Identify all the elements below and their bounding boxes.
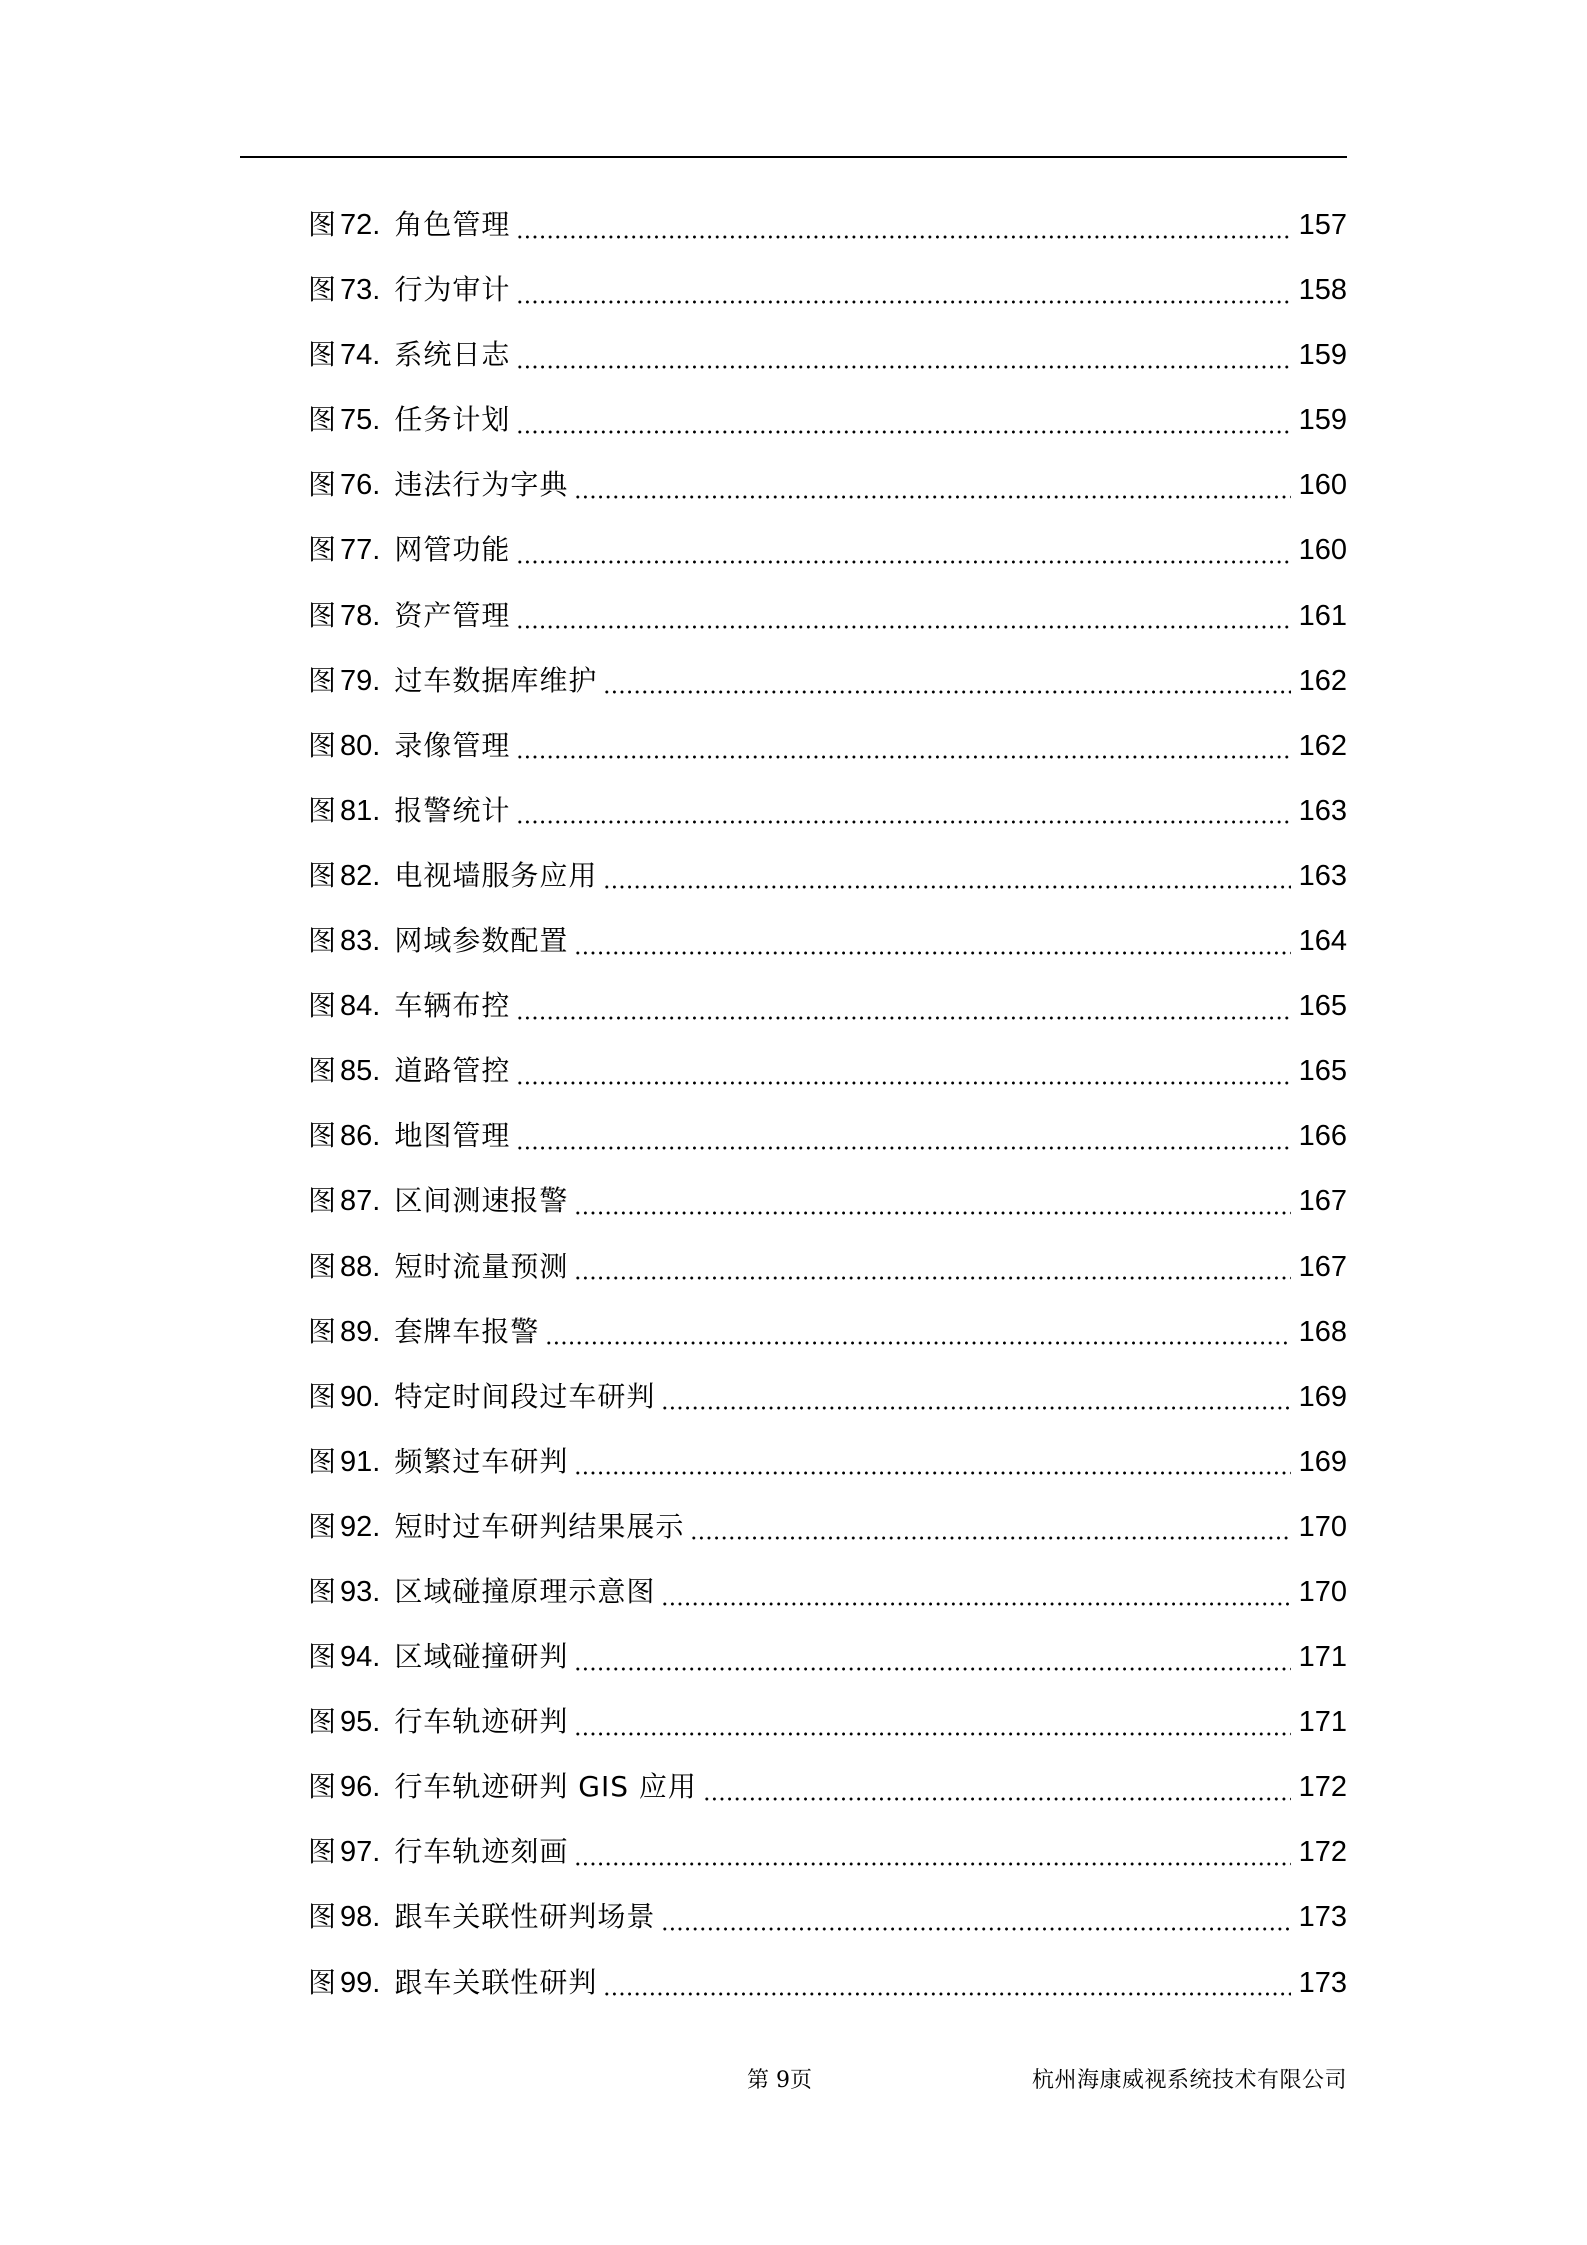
dot-leader [516, 360, 1291, 370]
dot-leader [690, 1531, 1291, 1541]
toc-title: 跟车关联性研判场景 [394, 1900, 656, 1934]
toc-page-number: 160 [1298, 469, 1347, 502]
toc-prefix: 图 [308, 1379, 337, 1413]
dot-leader [703, 1792, 1291, 1802]
toc-title: 频繁过车研判 [394, 1444, 569, 1478]
toc-prefix: 图 [308, 663, 337, 697]
dot-leader [516, 230, 1291, 240]
toc-entry[interactable] [308, 1234, 1347, 1299]
figure-list [308, 192, 1347, 2015]
header-rule [240, 156, 1347, 158]
toc-number: 77. [340, 534, 381, 567]
toc-number: 91. [340, 1445, 381, 1478]
toc-entry[interactable] [308, 1364, 1347, 1429]
toc-title: 行车轨迹研判 GIS 应用 [394, 1770, 697, 1804]
dot-leader [574, 490, 1291, 500]
toc-number: 89. [340, 1315, 381, 1348]
toc-page-number: 170 [1298, 1575, 1347, 1608]
toc-page-number: 160 [1298, 534, 1347, 567]
toc-number: 87. [340, 1185, 381, 1218]
dot-leader [661, 1401, 1291, 1411]
dot-leader [516, 1141, 1291, 1151]
toc-number: 88. [340, 1250, 381, 1283]
toc-page-number: 159 [1298, 404, 1347, 437]
dot-leader [574, 946, 1291, 956]
toc-entry[interactable] [308, 1494, 1347, 1559]
toc-page-number: 168 [1298, 1315, 1347, 1348]
toc-number: 92. [340, 1510, 381, 1543]
toc-number: 83. [340, 925, 381, 958]
dot-leader [516, 425, 1291, 435]
toc-prefix: 图 [308, 1249, 337, 1283]
toc-number: 85. [340, 1055, 381, 1088]
dot-leader [516, 620, 1291, 630]
dot-leader [516, 555, 1291, 565]
dot-leader [574, 1466, 1291, 1476]
toc-number: 94. [340, 1641, 381, 1674]
dot-leader [603, 1987, 1291, 1997]
dot-leader [516, 295, 1291, 305]
toc-entry[interactable] [308, 257, 1347, 322]
toc-prefix: 图 [308, 989, 337, 1023]
toc-page-number: 161 [1298, 599, 1347, 632]
toc-entry[interactable] [308, 778, 1347, 843]
toc-page-number: 166 [1298, 1120, 1347, 1153]
toc-title: 区间测速报警 [394, 1184, 569, 1218]
toc-prefix: 图 [308, 1444, 337, 1478]
toc-page-number: 172 [1298, 1771, 1347, 1804]
dot-leader [516, 750, 1291, 760]
toc-entry[interactable] [308, 1038, 1347, 1103]
toc-entry[interactable] [308, 1819, 1347, 1884]
toc-entry[interactable] [308, 713, 1347, 778]
toc-number: 84. [340, 990, 381, 1023]
toc-prefix: 图 [308, 1054, 337, 1088]
toc-page-number: 163 [1298, 794, 1347, 827]
toc-entry[interactable] [308, 1559, 1347, 1624]
toc-page-number: 159 [1298, 339, 1347, 372]
toc-entry[interactable] [308, 192, 1347, 257]
toc-prefix: 图 [308, 1509, 337, 1543]
toc-number: 99. [340, 1966, 381, 1999]
toc-entry[interactable] [308, 452, 1347, 517]
toc-page-number: 162 [1298, 664, 1347, 697]
toc-number: 93. [340, 1575, 381, 1608]
toc-title: 短时过车研判结果展示 [394, 1509, 685, 1543]
toc-title: 报警统计 [394, 793, 511, 827]
toc-page-number: 162 [1298, 729, 1347, 762]
toc-entry[interactable] [308, 1168, 1347, 1233]
toc-title: 行为审计 [394, 273, 511, 307]
toc-prefix: 图 [308, 273, 337, 307]
toc-title: 违法行为字典 [394, 468, 569, 502]
toc-title: 网管功能 [394, 533, 511, 567]
toc-entry[interactable] [308, 1299, 1347, 1364]
toc-number: 73. [340, 274, 381, 307]
toc-number: 90. [340, 1380, 381, 1413]
toc-prefix: 图 [308, 1965, 337, 1999]
dot-leader [574, 1206, 1291, 1216]
toc-page-number: 170 [1298, 1510, 1347, 1543]
toc-entry[interactable] [308, 583, 1347, 648]
toc-title: 道路管控 [394, 1054, 511, 1088]
toc-prefix: 图 [308, 1184, 337, 1218]
dot-leader [661, 1597, 1291, 1607]
toc-page-number: 169 [1298, 1380, 1347, 1413]
toc-title: 过车数据库维护 [394, 663, 598, 697]
toc-page-number: 172 [1298, 1836, 1347, 1869]
toc-title: 角色管理 [394, 208, 511, 241]
toc-number: 79. [340, 664, 381, 697]
toc-title: 车辆布控 [394, 989, 511, 1023]
toc-prefix: 图 [308, 533, 337, 567]
toc-page-number: 158 [1298, 274, 1347, 307]
toc-prefix: 图 [308, 1770, 337, 1804]
toc-title: 特定时间段过车研判 [394, 1379, 656, 1413]
toc-number: 86. [340, 1120, 381, 1153]
toc-title: 行车轨迹研判 [394, 1705, 569, 1739]
toc-prefix: 图 [308, 1640, 337, 1674]
toc-title: 套牌车报警 [394, 1314, 540, 1348]
toc-prefix: 图 [308, 468, 337, 502]
toc-prefix: 图 [308, 1574, 337, 1608]
dot-leader [661, 1922, 1291, 1932]
toc-title: 系统日志 [394, 338, 511, 372]
toc-entry[interactable] [308, 908, 1347, 973]
toc-number: 97. [340, 1836, 381, 1869]
footer-page-number: 第 9页 [747, 2068, 812, 2093]
toc-number: 75. [340, 404, 381, 437]
toc-prefix: 图 [308, 403, 337, 437]
toc-title: 电视墙服务应用 [394, 858, 598, 892]
dot-leader [603, 685, 1291, 695]
toc-entry[interactable] [308, 1689, 1347, 1754]
toc-number: 72. [340, 209, 381, 241]
toc-entry[interactable] [308, 1624, 1347, 1689]
dot-leader [516, 1076, 1291, 1086]
dot-leader [516, 1011, 1291, 1021]
dot-leader [574, 1727, 1291, 1737]
toc-page-number: 167 [1298, 1185, 1347, 1218]
toc-number: 76. [340, 469, 381, 502]
footer-company-name: 杭州海康威视系统技术有限公司 [1031, 2068, 1347, 2093]
toc-entry[interactable] [308, 1950, 1347, 2015]
toc-prefix: 图 [308, 208, 337, 241]
toc-number: 96. [340, 1771, 381, 1804]
toc-prefix: 图 [308, 338, 337, 372]
toc-prefix: 图 [308, 858, 337, 892]
toc-prefix: 图 [308, 793, 337, 827]
toc-page-number: 173 [1298, 1966, 1347, 1999]
toc-entry[interactable] [308, 1754, 1347, 1819]
dot-leader [516, 815, 1291, 825]
toc-prefix: 图 [308, 1119, 337, 1153]
toc-title: 行车轨迹刻画 [394, 1835, 569, 1869]
toc-entry[interactable] [308, 973, 1347, 1038]
toc-page-number: 164 [1298, 925, 1347, 958]
toc-number: 95. [340, 1706, 381, 1739]
toc-prefix: 图 [308, 1705, 337, 1739]
toc-entry[interactable] [308, 1884, 1347, 1949]
toc-entry[interactable] [308, 648, 1347, 713]
toc-entry[interactable] [308, 517, 1347, 582]
toc-title: 地图管理 [394, 1119, 511, 1153]
toc-entry[interactable] [308, 1429, 1347, 1494]
toc-page-number: 169 [1298, 1445, 1347, 1478]
toc-prefix: 图 [308, 924, 337, 958]
toc-entry[interactable] [308, 1103, 1347, 1168]
toc-page-number: 157 [1298, 209, 1347, 241]
toc-page-number: 165 [1298, 1055, 1347, 1088]
dot-leader [574, 1271, 1291, 1281]
toc-number: 98. [340, 1901, 381, 1934]
toc-title: 区域碰撞原理示意图 [394, 1574, 656, 1608]
toc-title: 任务计划 [394, 403, 511, 437]
dot-leader [574, 1857, 1291, 1867]
toc-prefix: 图 [308, 1314, 337, 1348]
toc-prefix: 图 [308, 1835, 337, 1869]
toc-title: 网域参数配置 [394, 924, 569, 958]
toc-page-number: 171 [1298, 1641, 1347, 1674]
dot-leader [603, 880, 1291, 890]
toc-title: 跟车关联性研判 [394, 1965, 598, 1999]
toc-number: 82. [340, 859, 381, 892]
toc-title: 录像管理 [394, 728, 511, 762]
toc-page-number: 163 [1298, 859, 1347, 892]
toc-prefix: 图 [308, 1900, 337, 1934]
toc-page-number: 167 [1298, 1250, 1347, 1283]
toc-title: 区域碰撞研判 [394, 1640, 569, 1674]
toc-number: 78. [340, 599, 381, 632]
toc-title: 短时流量预测 [394, 1249, 569, 1283]
toc-prefix: 图 [308, 598, 337, 632]
toc-number: 80. [340, 729, 381, 762]
toc-number: 74. [340, 339, 381, 372]
toc-page-number: 173 [1298, 1901, 1347, 1934]
toc-prefix: 图 [308, 728, 337, 762]
toc-entry[interactable] [308, 322, 1347, 387]
dot-leader [574, 1662, 1291, 1672]
dot-leader [545, 1336, 1291, 1346]
toc-title: 资产管理 [394, 598, 511, 632]
toc-entry[interactable] [308, 843, 1347, 908]
toc-page-number: 165 [1298, 990, 1347, 1023]
toc-number: 81. [340, 794, 381, 827]
toc-page-number: 171 [1298, 1706, 1347, 1739]
toc-entry[interactable] [308, 387, 1347, 452]
